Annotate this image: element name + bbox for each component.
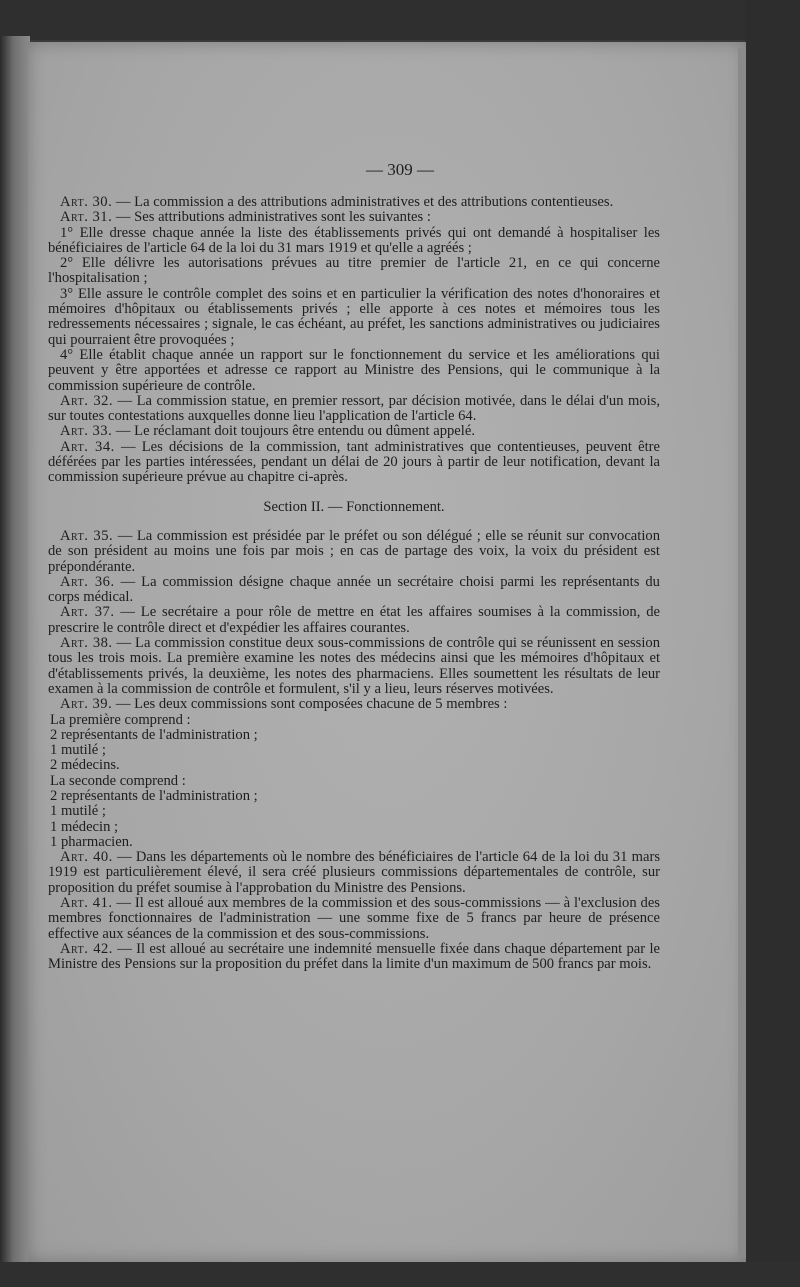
article-text: — Les décisions de la commission, tant administratives que contentieuses, peuvent être déférées par les parties intéressées, pendant un délai de 20 jours à partir de leur notification, devant la commission supérieure prévue au chapitre ci-après. [48, 438, 660, 486]
article-text: — La commission statue, en premier ressort, par décision motivée, dans le délai d'un mois, sur toutes contestations auxquelles donne lieu l'application de l'article 64. [48, 392, 660, 425]
scan-border-top [0, 0, 800, 40]
article-text: — Il est alloué au secrétaire une indemnité mensuelle fixée dans chaque département par le Ministre des Pensions sur la proposition du préfet dans la limite d'un maximum de 500 francs par mois. [48, 940, 660, 973]
article-text: — La commission constitue deux sous-commissions de contrôle qui se réunissent en session tous les trois mois. La première examine les notes des médecins ainsi que les mémoires d'hôpitaux et d'établissements privés, la deuxième, les notes des pharmaciens. Elles soumettent les résultats de leur examen à la commission de contrôle et formulent, s'il y a lieu, leurs réserves motivées. [48, 635, 660, 697]
list-item: 2 représentants de l'administration ; [50, 787, 258, 804]
article-number: Art. 38. [60, 635, 113, 652]
article-text: — Il est alloué aux membres de la commission et des sous-commissions — à l'exclusion des membres fonctionnaires de l'administration — une somme fixe de 5 francs par heure de présence effective aux séances de la commission et des sous-commissions. [48, 895, 660, 942]
article-paragraph [48, 195, 660, 210]
article-paragraph [48, 287, 660, 348]
list-item: 1 mutilé ; [50, 803, 106, 820]
articles-35-39 [48, 529, 660, 713]
list-item: 1 médecin ; [50, 818, 119, 835]
article-paragraph [48, 348, 660, 394]
article-paragraph [48, 896, 660, 942]
article-paragraph [48, 575, 660, 606]
composition-list [48, 713, 660, 851]
article-number: Art. 41. [60, 895, 113, 912]
article-paragraph [48, 697, 660, 712]
article-paragraph [48, 636, 660, 697]
article-text: — La commission est présidée par le préfet ou son délégué ; elle se réunit sur convocation de son président au moins une fois par mois ; en cas de partage des voix, la voix du président est prépondérante. [48, 527, 660, 575]
page-edge-shadow [738, 48, 746, 1258]
list-item: 1 pharmacien. [50, 833, 133, 850]
article-paragraph [48, 605, 660, 636]
article-number: Art. 34. [60, 438, 115, 455]
section-title: Section II. — Fonctionnement. [263, 498, 445, 515]
article-number: Art. 30. [60, 194, 113, 210]
article-paragraph [48, 440, 660, 486]
body-text [48, 195, 660, 973]
article-number: Art. 37. [60, 604, 115, 621]
article-number: Art. 42. [60, 940, 113, 957]
adjacent-page-edge [0, 36, 30, 1266]
list-item: 2 médecins. [50, 757, 120, 774]
article-number: Art. 31. [60, 209, 113, 226]
page-number: — 309 — [366, 160, 434, 179]
list-item: La première comprend : [50, 711, 191, 728]
article-text: — La commission a des attributions administratives et des attributions contentieuses. [112, 194, 614, 210]
article-paragraph [48, 942, 660, 973]
article-number: Art. 39. [60, 696, 113, 713]
article-number: Art. 32. [60, 392, 114, 409]
article-paragraph [48, 424, 660, 439]
article-text: 2° Elle délivre les autorisations prévues au titre premier de l'article 21, en ce qui concerne l'hospitalisation ; [48, 255, 660, 287]
scan-border-bottom [0, 1262, 800, 1287]
scan-border-right [745, 0, 800, 1287]
article-text: — Le secrétaire a pour rôle de mettre en état les affaires soumises à la commission, de prescrire le contrôle direct et d'expédier les affaires courantes. [48, 604, 661, 636]
article-text: 1° Elle dresse chaque année la liste des établissements privés qui ont demandé à hospitaliser les bénéficiaires de l'article 64 de la loi du 31 mars 1919 et qu'elle a agréés ; [48, 224, 660, 256]
article-number: Art. 35. [60, 527, 114, 544]
article-text: — Les deux commissions sont composées chacune de 5 membres : [112, 696, 508, 713]
article-paragraph [48, 394, 660, 425]
article-paragraph [48, 529, 660, 575]
article-text: — La commission désigne chaque année un secrétaire choisi parmi les représentants du corps médical. [48, 573, 660, 606]
article-number: Art. 33. [60, 423, 113, 440]
article-text: 4° Elle établit chaque année un rapport sur le fonctionnement du service et les améliorations qui peuvent y être apportées et adresse ce rapport au Ministre des Pensions, qui le communique à la commission supérieure de contrôle. [48, 346, 660, 394]
article-paragraph [48, 256, 660, 287]
article-paragraph [48, 210, 660, 225]
article-text: — Ses attributions administratives sont les suivantes : [112, 209, 431, 226]
articles-40-42 [48, 850, 660, 972]
article-text: 3° Elle assure le contrôle complet des soins et en particulier la vérification des notes d'honoraires et mémoires d'hôpitaux ou établissements privés ; elle apporte à ces notes et mémoires tous les redressements nécessaires ; signale, le cas échéant, au préfet, les sanctions administratives ou judiciaires qui pourraient être provoquées ; [48, 285, 660, 348]
article-text: — Dans les départements où le nombre des bénéficiaires de l'article 64 de la loi du 31 mars 1919 est particulièrement élevé, il sera créé plusieurs commissions départementales de contrôle, sur proposition du préfet soumise à l'approbation du Ministre des Pensions. [48, 849, 660, 896]
article-number: Art. 40. [60, 849, 113, 866]
articles-30-34 [48, 195, 660, 486]
list-item: 1 mutilé ; [50, 742, 106, 759]
article-number: Art. 36. [60, 573, 115, 590]
list-item: 2 représentants de l'administration ; [50, 726, 258, 743]
list-item: La seconde comprend : [50, 772, 186, 789]
article-paragraph [48, 226, 660, 257]
article-paragraph [48, 850, 660, 896]
article-text: — Le réclamant doit toujours être entendu ou dûment appelé. [112, 423, 475, 440]
